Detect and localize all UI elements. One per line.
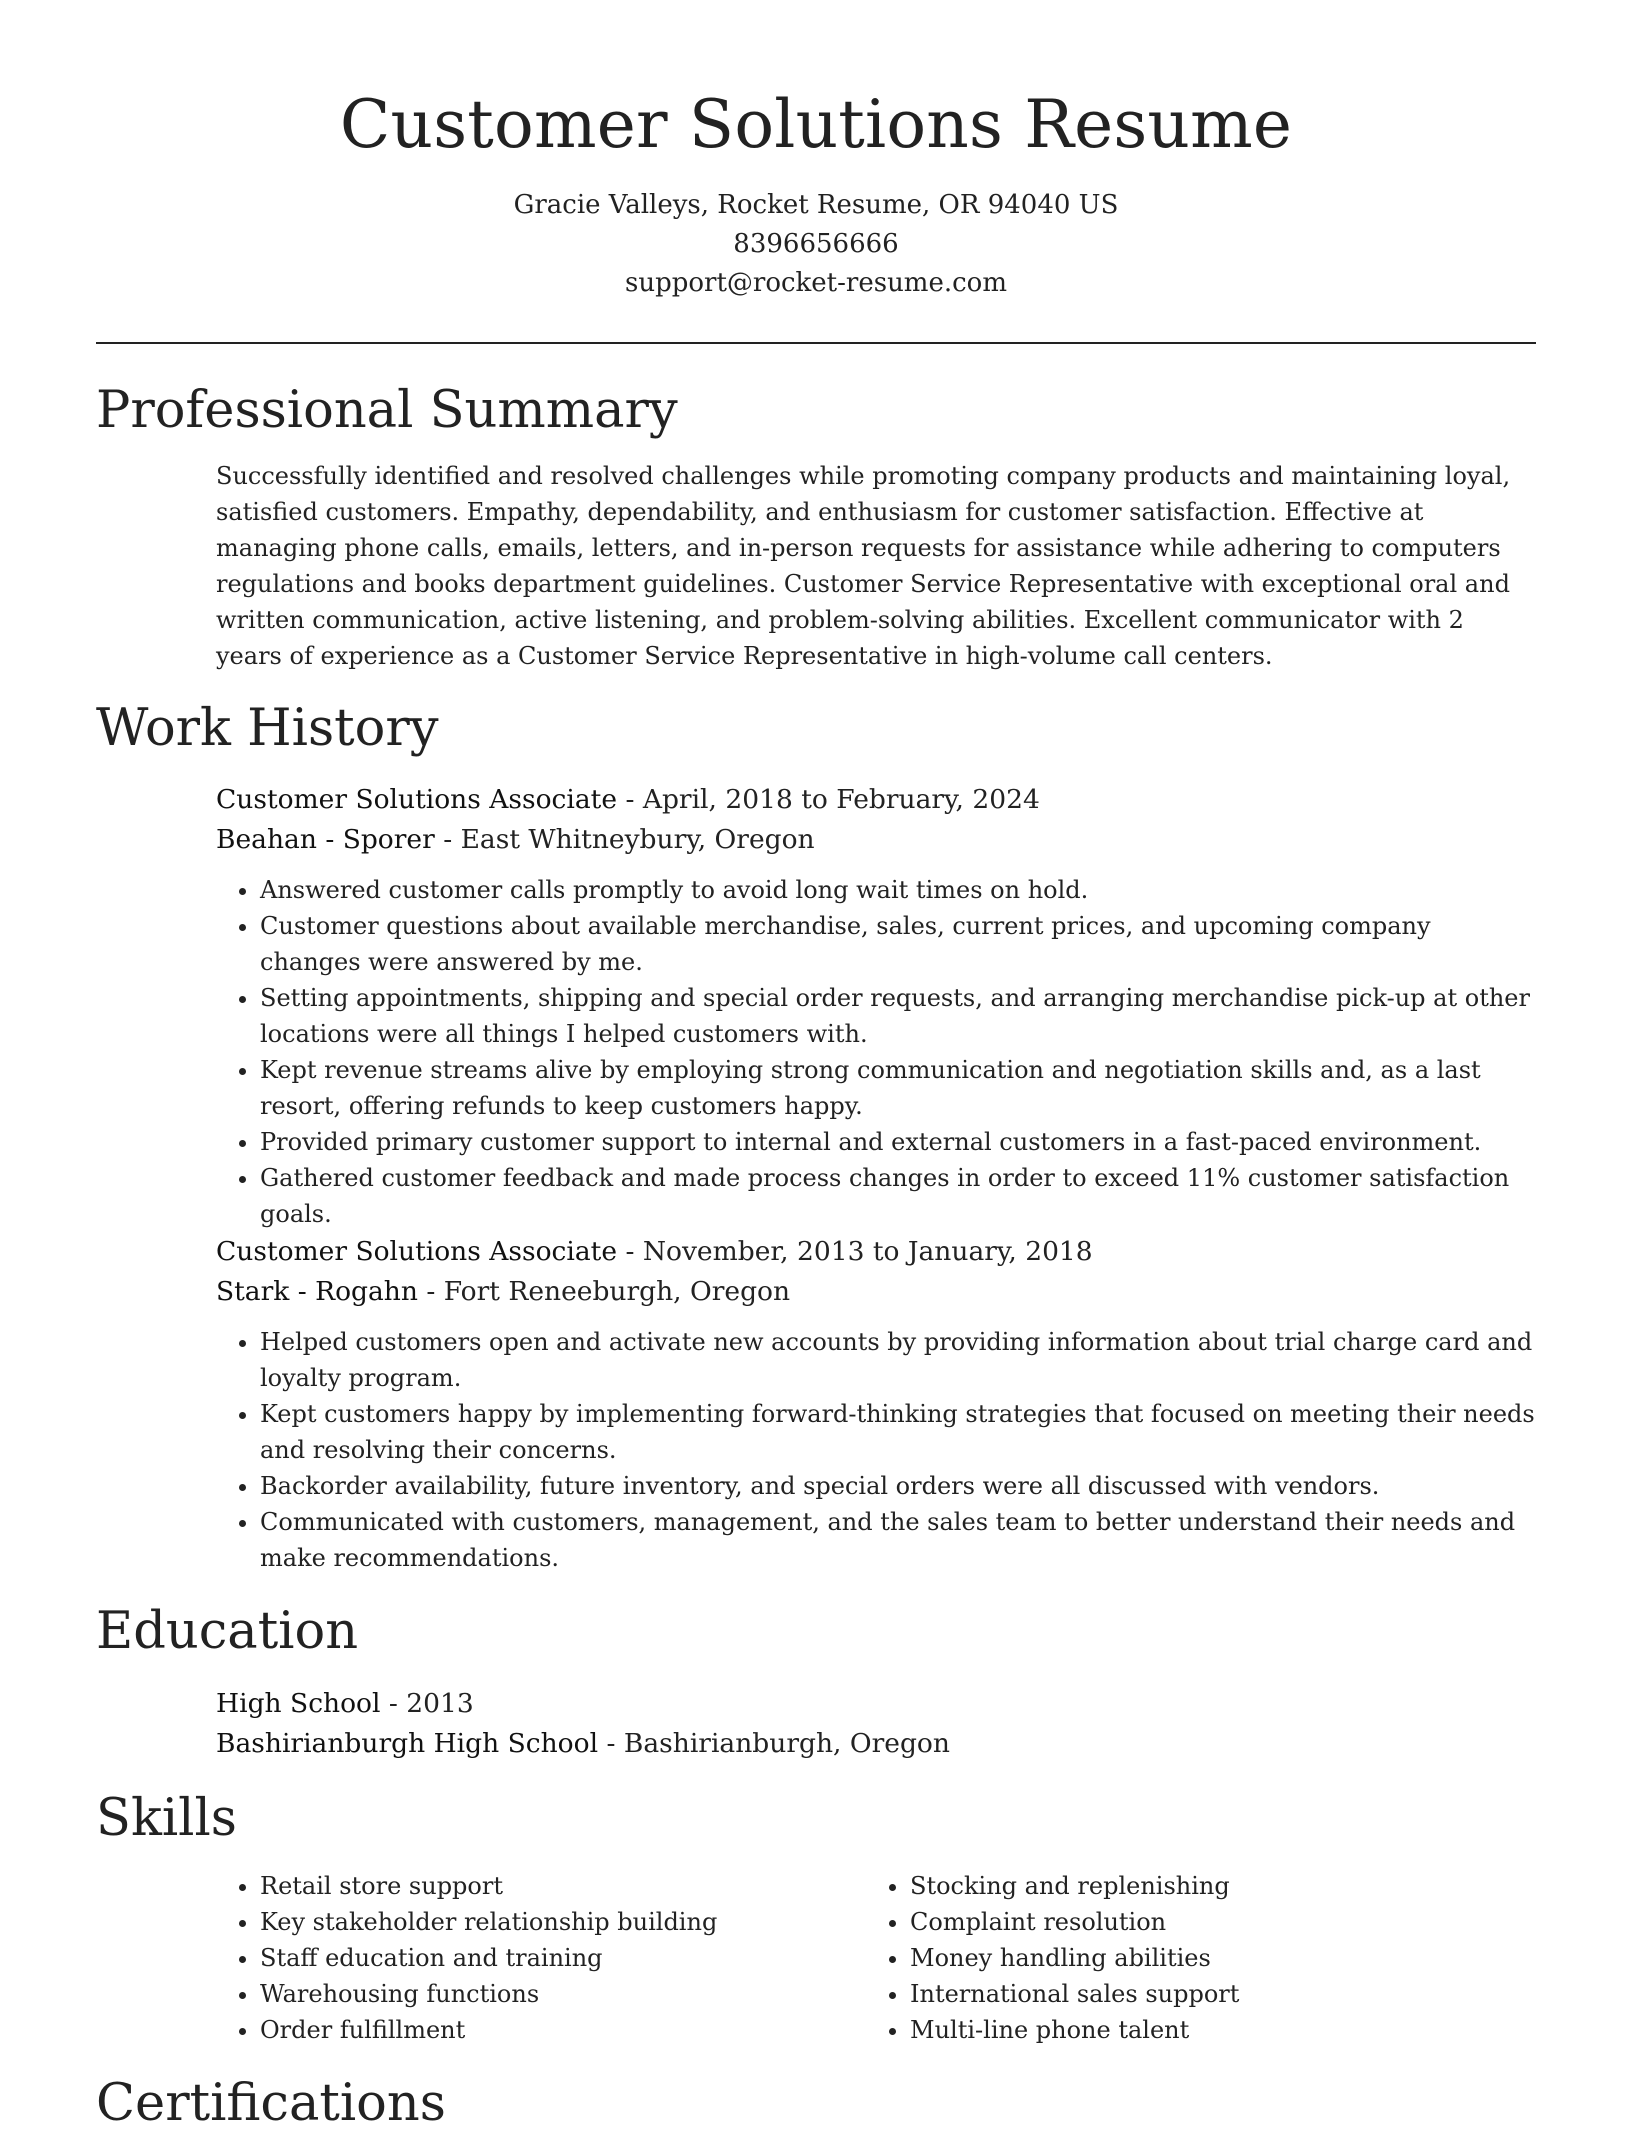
resume-title: Customer Solutions Resume [339,86,1293,163]
job-title-line [216,780,1536,820]
job-dates: - November, 2013 to January, 2018 [617,1236,1093,1267]
job-bullet: • Answered customer calls promptly to avoid long wait times on hold. [260,872,1536,908]
section-heading-skills: Skills [96,1789,237,1848]
education-location: - Bashirianburgh, Oregon [598,1728,950,1759]
job-location: - Fort Reneeburgh, Oregon [417,1276,791,1307]
job-entry [216,780,1536,1232]
contact-phone: 8396656666 [733,229,899,259]
education-degree-line [216,1684,1536,1724]
job-dates: - April, 2018 to February, 2024 [617,784,1040,815]
skills-right-list [866,1868,1516,2048]
job-entry [216,1232,1536,1576]
job-company-line [216,1272,1536,1312]
skill-item: • Order fulfillment [260,2012,866,2048]
job-bullet: • Helped customers open and activate new accounts by providing information about trial charge card and loyalty program. [260,1324,1536,1396]
skill-item: • Complaint resolution [910,1904,1516,1940]
job-title: Customer Solutions Associate [216,784,618,815]
education-degree: High School [216,1688,381,1719]
job-title-line [216,1232,1536,1272]
job-title: Customer Solutions Associate [216,1236,618,1267]
skill-item: • Money handling abilities [910,1940,1516,1976]
section-heading-work-history: Work History [96,699,439,758]
job-company: Beahan - Sporer [216,824,435,855]
section-heading-education: Education [96,1602,359,1661]
section-heading-certifications: Certifications [96,2074,446,2133]
skill-item: • Warehousing functions [260,1976,866,2012]
job-bullet: • Kept revenue streams alive by employing strong communication and negotiation skills and, as a last resort, offering refunds to keep customers happy. [260,1052,1536,1124]
skills-left-list [216,1868,866,2048]
contact-address: Gracie Valleys, Rocket Resume, OR 94040 US [513,190,1119,220]
education-school: Bashirianburgh High School [216,1728,599,1759]
skills-column-right [866,1868,1516,2048]
skills-column-left [216,1868,866,2048]
resume-header [96,82,1536,303]
job-bullet: • Gathered customer feedback and made process changes in order to exceed 11% customer satisfaction goals. [260,1160,1536,1232]
education-year: - 2013 [380,1688,474,1719]
section-heading-summary: Professional Summary [96,381,678,440]
job-bullet: • Provided primary customer support to internal and external customers in a fast-paced environment. [260,1124,1536,1160]
skill-item: • International sales support [910,1976,1516,2012]
education-school-line [216,1724,1536,1764]
skill-item: • Staff education and training [260,1940,866,1976]
skill-item: • Key stakeholder relationship building [260,1904,866,1940]
job-bullet: • Customer questions about available merchandise, sales, current prices, and upcoming company changes were answered by me. [260,908,1536,980]
job-bullet-list [216,872,1536,1232]
job-bullet: • Kept customers happy by implementing forward-thinking strategies that focused on meeting their needs and resolving their concerns. [260,1396,1536,1468]
job-location: - East Whitneybury, Oregon [434,824,815,855]
job-bullet: • Communicated with customers, management, and the sales team to better understand their needs and make recommendations. [260,1504,1536,1576]
header-divider [96,342,1536,344]
contact-info [96,186,1536,303]
job-bullet: • Setting appointments, shipping and special order requests, and arranging merchandise pick-up at other locations were all things I helped customers with. [260,980,1536,1052]
job-bullet-list [216,1324,1536,1576]
job-bullet: • Backorder availability, future inventory, and special orders were all discussed with vendors. [260,1468,1536,1504]
job-company: Stark - Rogahn [216,1276,418,1307]
skills-list [216,1868,1536,2048]
skill-item: • Retail store support [260,1868,866,1904]
education-entry [216,1684,1536,1764]
skill-item: • Multi-line phone talent [910,2012,1516,2048]
skill-item: • Stocking and replenishing [910,1868,1516,1904]
contact-email: support@rocket-resume.com [624,268,1007,298]
summary-text: Successfully identified and resolved challenges while promoting company products and maintaining loyal, satisfied customers. Empathy, dependability, and enthusiasm for customer satisfaction. Effective at managing phone calls, emails, letters, and in-person requests for assistance while adhering to computers regulations and books department guidelines. Customer Service Representative with exceptional oral and written communication, active listening, and problem-solving abilities. Excellent communicator with 2 years of experience as a Customer Service Representative in high-volume call centers. [216,462,1511,670]
job-company-line [216,820,1536,860]
